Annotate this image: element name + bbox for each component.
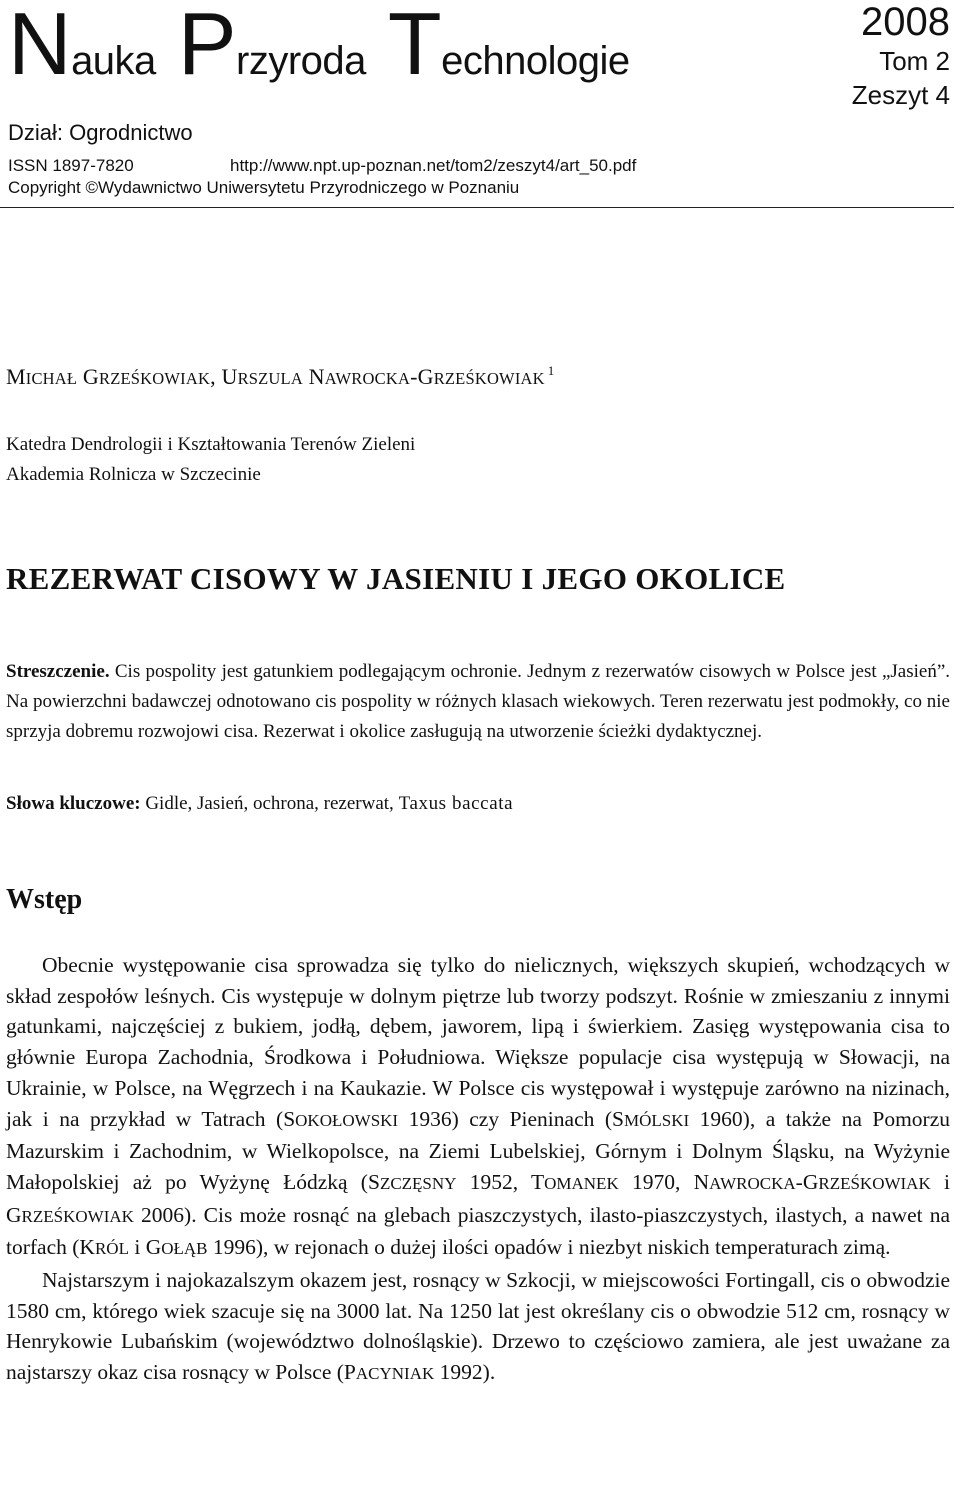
citation-initial: S: [367, 1169, 380, 1194]
citation-author: MÓLSKI: [624, 1110, 690, 1130]
journal-word-rest: echnologie: [441, 39, 630, 83]
header-divider: [0, 207, 954, 208]
journal-volume: Tom 2: [879, 46, 950, 76]
citation-initial: G: [6, 1202, 22, 1227]
citation-author: ZCZĘSNY: [379, 1173, 457, 1193]
citation-author: OMANEK: [544, 1173, 619, 1193]
paragraph-text: 1992).: [434, 1360, 496, 1385]
paragraph-text: 1952,: [456, 1169, 531, 1194]
author-initial: M: [6, 364, 26, 389]
author-name-part: AWROCKA: [324, 369, 411, 388]
copyright-icon: ©: [85, 178, 99, 197]
author-name-part: RZEŚKOWIAK: [98, 369, 211, 388]
author-name-part: RSZULA: [237, 369, 303, 388]
paragraph-text: 1996), w rejonach o dużej ilości opadów i niezbyt niskich temperaturach zimą.: [207, 1235, 891, 1260]
journal-initial-n: N: [8, 0, 72, 93]
affiliation: [6, 430, 415, 490]
citation-author: ACYNIAK: [355, 1364, 435, 1384]
keywords-latin-name: Taxus baccata: [398, 793, 514, 814]
volume-info: [852, 0, 950, 112]
citation-initial: S: [612, 1106, 624, 1131]
citation-initial: K: [79, 1235, 95, 1260]
paragraph-text: 1936) czy Pieninach (: [398, 1106, 613, 1131]
journal-initial-p: P: [177, 0, 237, 93]
author-name-part: ICHAŁ: [25, 369, 78, 388]
keywords: [6, 789, 950, 819]
author-dash: -: [410, 364, 418, 389]
copyright-prefix: Copyright: [8, 178, 86, 197]
abstract-text: Cis pospolity jest gatunkiem podlegającym ochronie. Jednym z rezerwatów cisowych w Polsce jest „Jasień”. Na powierzchni badawczej odnotowano cis pospolity w różnych klasach wiekowych. Teren rezerwatu jest podmokły, co nie sprzyja dobremu rozwojowi cisa. Rezerwat i okolice zasługują na utworzenie ścieżki dydaktycznej.: [6, 661, 950, 742]
paragraph-text: 2006). Cis może rosnąć na glebach piaszczystych, ilasto-piaszczystych, ilastych, a nawet na torfach (: [6, 1202, 950, 1260]
journal-word-technologie: [387, 0, 630, 93]
author-name-part: RZEŚKOWIAK: [433, 369, 545, 388]
copyright-text: Wydawnictwo Uniwersytetu Przyrodniczego w Poznaniu: [98, 178, 520, 197]
journal-title: [8, 0, 652, 93]
author-initial: N: [308, 364, 325, 389]
journal-year: 2008: [861, 0, 950, 44]
paragraph: [6, 950, 950, 1265]
section-heading: Wstęp: [6, 884, 83, 915]
journal-initial-t: T: [387, 0, 442, 93]
issn: ISSN 1897-7820: [8, 156, 134, 175]
paragraph: [6, 1265, 950, 1390]
authors: [6, 356, 554, 394]
journal-word-przyroda: [177, 0, 366, 93]
citation-author: RÓL: [94, 1239, 129, 1259]
citation-author: OŁĄB: [161, 1239, 208, 1259]
article-title: REZERWAT CISOWY W JASIENIU I JEGO OKOLICE: [6, 561, 786, 596]
journal-word-nauka: [8, 0, 156, 93]
author-footnote-marker: 1: [547, 363, 555, 378]
paragraph-text: 1970,: [618, 1169, 694, 1194]
keywords-label: Słowa kluczowe:: [6, 793, 141, 814]
citation-initial: G: [802, 1169, 819, 1194]
copyright-line: [8, 177, 519, 199]
citation-author: AWROCKA: [709, 1173, 796, 1193]
section-category: Dział: Ogrodnictwo: [8, 120, 193, 145]
body-text: [6, 950, 950, 1390]
citation-author: OKOŁOWSKI: [295, 1110, 399, 1130]
citation-initial: S: [283, 1106, 296, 1131]
paragraph-text: i: [128, 1235, 146, 1260]
paragraph-text: Obecnie występowanie cisa sprowadza się tylko do nielicznych, większych skupień, wchodzących w skład zespołów leśnych. Cis występuje w dolnym piętrze lub tworzy podszyt. Rośnie w zmieszaniu z innymi gatunkami, najczęściej z bukiem, jodłą, dębem, jaworem, lipą i świerkiem. Zasięg występowania cisa to głównie Europa Zachodnia, Środkowa i Południowa. Większe populacje cisa występują w Słowacji, na Ukrainie, w Polsce, na Węgrzech i na Kaukazie. W Polsce cis występował i występuje zarówno na nizinach, jak i na przykład w Tatrach (: [6, 953, 950, 1131]
keywords-text: Gidle, Jasień, ochrona, rezerwat,: [140, 793, 399, 814]
citation-author: RZEŚKOWIAK: [21, 1206, 134, 1226]
author-initial: U: [221, 364, 238, 389]
issn-line: [8, 155, 768, 177]
journal-word-rest: rzyroda: [236, 39, 366, 83]
author-initial: G: [82, 364, 99, 389]
journal-issue: Zeszyt 4: [851, 80, 950, 110]
abstract: [6, 657, 950, 747]
paragraph-text: i: [930, 1169, 950, 1194]
citation-initial: N: [693, 1169, 710, 1194]
affiliation-institution: Akademia Rolnicza w Szczecinie: [6, 464, 261, 485]
citation-author: RZEŚKOWIAK: [818, 1173, 931, 1193]
abstract-label: Streszczenie.: [6, 661, 110, 682]
affiliation-department: Katedra Dendrologii i Kształtowania Terenów Zieleni: [6, 434, 416, 455]
journal-word-rest: auka: [71, 39, 156, 83]
paragraph-text: Najstarszym i najokazalszym okazem jest, rosnący w Szkocji, w miejscowości Fortingall, cis o obwodzie 1580 cm, którego wiek szacuje się na 3000 lat. Na 1250 lat jest określany cis o obwodzie 512 cm, rosnący w Henrykowie Lubańskim (województwo dolnośląskie). Drzewo to częściowo zamiera, ale jest uważane za najstarszy okaz cisa rosnący w Polsce (: [6, 1268, 950, 1385]
citation-initial: T: [530, 1169, 545, 1194]
author-separator: ,: [210, 364, 222, 389]
paragraph-text: 1960), a także na Pomorzu Mazurskim i Zachodnim, w Wielkopolsce, na Ziemi Lubelskiej, Górnym i Dolnym Śląsku, na Wyżynie Małopolskiej aż po Wyżynę Łódzką (: [6, 1106, 951, 1194]
citation-dash: -: [795, 1169, 803, 1194]
author-initial: G: [417, 364, 434, 389]
citation-initial: G: [145, 1235, 162, 1260]
article-url[interactable]: http://www.npt.up-poznan.net/tom2/zeszyt4/art_50.pdf: [230, 156, 637, 175]
citation-initial: P: [343, 1360, 356, 1385]
